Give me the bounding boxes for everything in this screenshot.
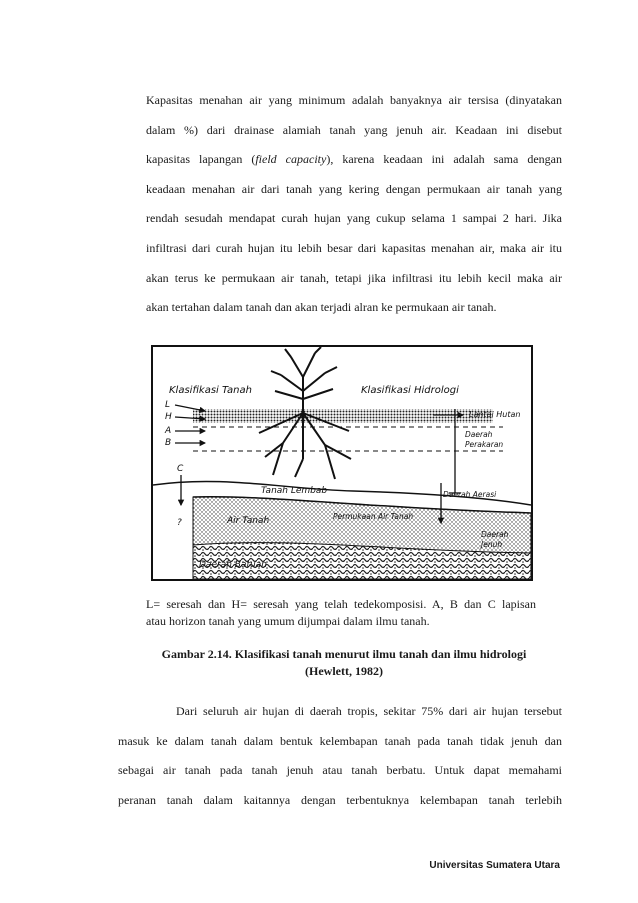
- figure-note-line: L= seresah dan H= seresah yang telah tedekomposisi. A, B dan C lapisan: [146, 597, 536, 611]
- litter-layer: [193, 409, 493, 423]
- soil-hydrology-figure: [151, 345, 533, 581]
- text-line: rendah sesudah mendapat curah hujan yang cukup selama 1 sampai 2 hari. Jika: [146, 211, 562, 226]
- horizon-label: H: [165, 412, 172, 422]
- horizon-label: C: [177, 464, 184, 474]
- horizon-label: L: [165, 400, 171, 410]
- label-klasifikasi-tanah: Klasifikasi Tanah: [169, 385, 252, 396]
- label-tanah-lembab: Tanah Lembab: [261, 486, 328, 496]
- text-fragment: kapasitas lapangan (: [146, 152, 256, 167]
- text-line: [146, 145, 562, 175]
- text-line: masuk ke dalam tanah dalam bentuk kelembapan tanah pada tanah tidak jenuh dan: [118, 733, 562, 748]
- label-daerah-perakaran: Daerah: [465, 430, 493, 439]
- horizon-label: B: [165, 438, 172, 448]
- text-line: Kapasitas menahan air yang minimum adalah banyaknya air tersisa (dinyatakan: [146, 93, 562, 107]
- label-lantai-hutan: Lantai Hutan: [469, 410, 521, 419]
- paragraph-kapasitas-lapangan: [146, 86, 562, 323]
- label-air-tanah: Air Tanah: [227, 516, 270, 526]
- label-daerah-jenuh: Jenuh: [481, 540, 503, 549]
- horizon-label: ?: [177, 518, 182, 528]
- figure-caption: [138, 646, 550, 680]
- label-daerah-jenuh: Daerah: [481, 530, 509, 539]
- label-permukaan-air-tanah: Permukaan Air Tanah: [333, 512, 414, 521]
- text-line: akan terus ke permukaan air tanah, tetapi jika infiltrasi itu lebih kecil maka air: [146, 270, 562, 285]
- figure-caption-line: (Hewlett, 1982): [305, 664, 383, 678]
- figure-caption-line: Gambar 2.14. Klasifikasi tanah menurut ilmu tanah dan ilmu hidrologi: [161, 647, 527, 661]
- text-fragment: ), karena keadaan ini adalah sama dengan: [326, 152, 562, 167]
- text-line: peranan tanah dalam kaitannya dengan terbentuknya kelembapan tanah terlebih: [118, 792, 562, 807]
- italic-term: field capacity: [255, 152, 327, 167]
- text-line: sebagai air tanah pada tanah jenuh atau tanah berbatu. Untuk dapat memahami: [118, 763, 562, 778]
- horizon-label: A: [165, 426, 172, 436]
- label-daerah-perakaran: Perakaran: [465, 440, 504, 449]
- label-daerah-batuan: Daerah Batuan: [199, 560, 267, 570]
- text-line: Dari seluruh air hujan di daerah tropis, sekitar 75% dari air hujan tersebut: [176, 704, 562, 718]
- text-line: keadaan menahan air dari tanah yang kering dengan permukaan air tanah yang: [146, 181, 562, 196]
- text-line: akan tertahan dalam tanah dan akan terjadi alran ke permukaan air tanah.: [146, 300, 497, 315]
- paragraph-air-hujan: [118, 697, 562, 815]
- text-line: infiltrasi dari curah hujan itu lebih besar dari kapasitas menahan air, maka air itu: [146, 240, 562, 255]
- figure-illustration: [153, 347, 531, 579]
- label-daerah-aerasi: Daerah Aerasi: [443, 490, 497, 499]
- figure-note-line: atau horizon tanah yang umum dijumpai dalam ilmu tanah.: [146, 614, 430, 628]
- label-klasifikasi-hidrologi: Klasifikasi Hidrologi: [361, 385, 459, 396]
- page-footer: Universitas Sumatera Utara: [429, 860, 560, 871]
- hydrology-arrows: [433, 409, 463, 523]
- figure-note: [146, 596, 536, 630]
- text-line: dalam %) dari drainase alamiah tanah yang jenuh air. Keadaan ini disebut: [146, 122, 562, 137]
